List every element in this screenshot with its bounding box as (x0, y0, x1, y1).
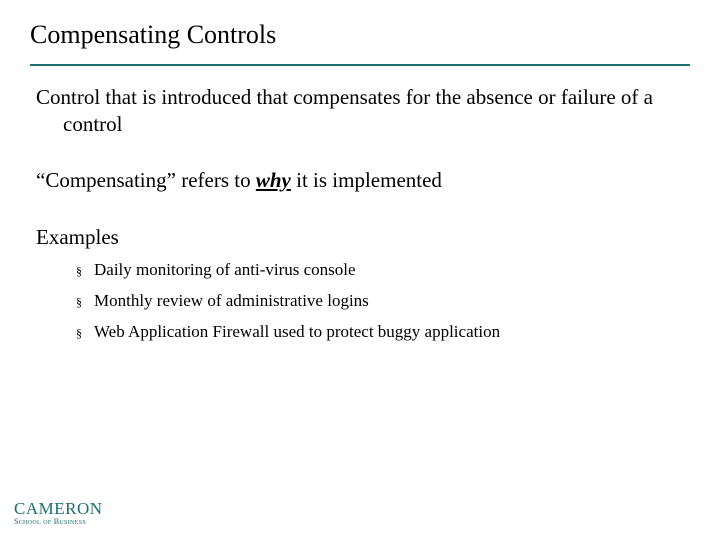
examples-list (36, 255, 696, 348)
cameron-logo (14, 500, 104, 530)
square-bullet-icon: § (76, 295, 82, 309)
explanation-suffix: it is implemented (290, 168, 442, 192)
explanation-emphasis: why (255, 168, 291, 192)
slide-title: Compensating Controls (30, 20, 277, 49)
square-bullet-icon: § (76, 326, 82, 340)
examples-heading: Examples (36, 225, 119, 249)
example-text: Monthly review of administrative logins (94, 291, 369, 310)
definition-text: Control that is introduced that compensates for the absence or failure of a control (36, 85, 653, 136)
example-text: Web Application Firewall used to protect buggy application (94, 322, 501, 341)
square-bullet-icon: § (76, 264, 82, 278)
example-text: Daily monitoring of anti-virus console (94, 260, 356, 279)
compensating-explanation (36, 167, 696, 194)
title-divider (30, 64, 690, 66)
slide-body (36, 84, 696, 348)
explanation-prefix: “Compensating” refers to (36, 168, 256, 192)
logo-subtitle: School of Business (14, 517, 86, 526)
list-item (76, 317, 696, 348)
list-item (76, 286, 696, 317)
list-item (76, 255, 696, 286)
logo-wordmark: CAMERON (14, 499, 103, 518)
